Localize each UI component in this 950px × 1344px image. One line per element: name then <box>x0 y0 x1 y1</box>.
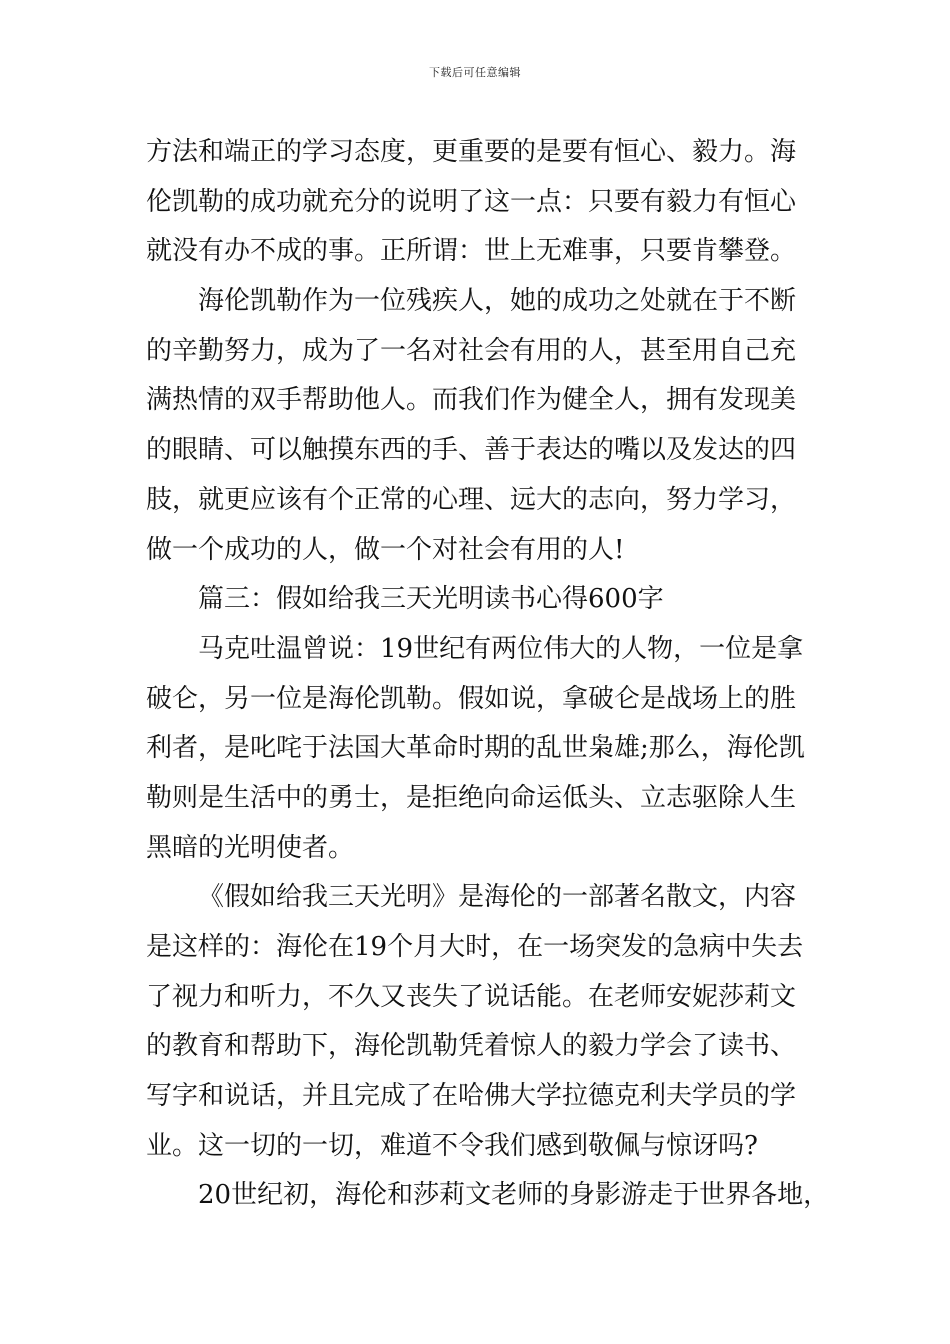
page-header: 下载后可任意编辑 <box>429 66 521 79</box>
text-line: 篇三：假如给我三天光明读书心得600字 <box>198 584 664 615</box>
text-line: 是这样的：海伦在19个月大时，在一场突发的急病中失去 <box>146 932 804 962</box>
text-line: 利者，是叱咤于法国大革命时期的乱世枭雄;那么，海伦凯 <box>146 733 805 764</box>
text-line: 就没有办不成的事。正所谓：世上无难事，只要肯攀登。 <box>146 236 797 267</box>
text-line: 做一个成功的人，做一个对社会有用的人! <box>146 534 625 565</box>
text-line: 写字和说话，并且完成了在哈佛大学拉德克利夫学员的学 <box>146 1081 797 1112</box>
text-line: 伦凯勒的成功就充分的说明了这一点：只要有毅力有恒心 <box>146 186 797 217</box>
text-line: 勒则是生活中的勇士，是拒绝向命运低头、立志驱除人生 <box>146 782 797 813</box>
text-line: 20世纪初，海伦和莎莉文老师的身影游走于世界各地， <box>198 1180 830 1211</box>
text-line: 业。这一切的一切，难道不令我们感到敬佩与惊讶吗? <box>146 1130 758 1161</box>
text-line: 的教育和帮助下，海伦凯勒凭着惊人的毅力学会了读书、 <box>146 1031 797 1062</box>
text-line: 肢，就更应该有个正常的心理、远大的志向，努力学习， <box>146 484 797 515</box>
text-line: 黑暗的光明使者。 <box>146 832 355 863</box>
text-line: 《假如给我三天光明》是海伦的一部著名散文，内容 <box>198 882 797 913</box>
text-line: 方法和端正的学习态度，更重要的是要有恒心、毅力。海 <box>146 137 797 167</box>
text-line: 马克吐温曾说：19世纪有两位伟大的人物，一位是拿 <box>198 633 804 664</box>
text-line: 满热情的双手帮助他人。而我们作为健全人，拥有发现美 <box>146 385 797 416</box>
text-line: 的辛勤努力，成为了一名对社会有用的人，甚至用自己充 <box>146 335 797 366</box>
text-line: 了视力和听力，不久又丧失了说话能。在老师安妮莎莉文 <box>146 981 797 1012</box>
document-body <box>146 128 830 1221</box>
text-line: 破仑，另一位是海伦凯勒。假如说，拿破仑是战场上的胜 <box>146 683 797 714</box>
text-line: 海伦凯勒作为一位残疾人，她的成功之处就在于不断 <box>198 286 797 317</box>
text-line: 的眼睛、可以触摸东西的手、善于表达的嘴以及发达的四 <box>146 435 797 466</box>
